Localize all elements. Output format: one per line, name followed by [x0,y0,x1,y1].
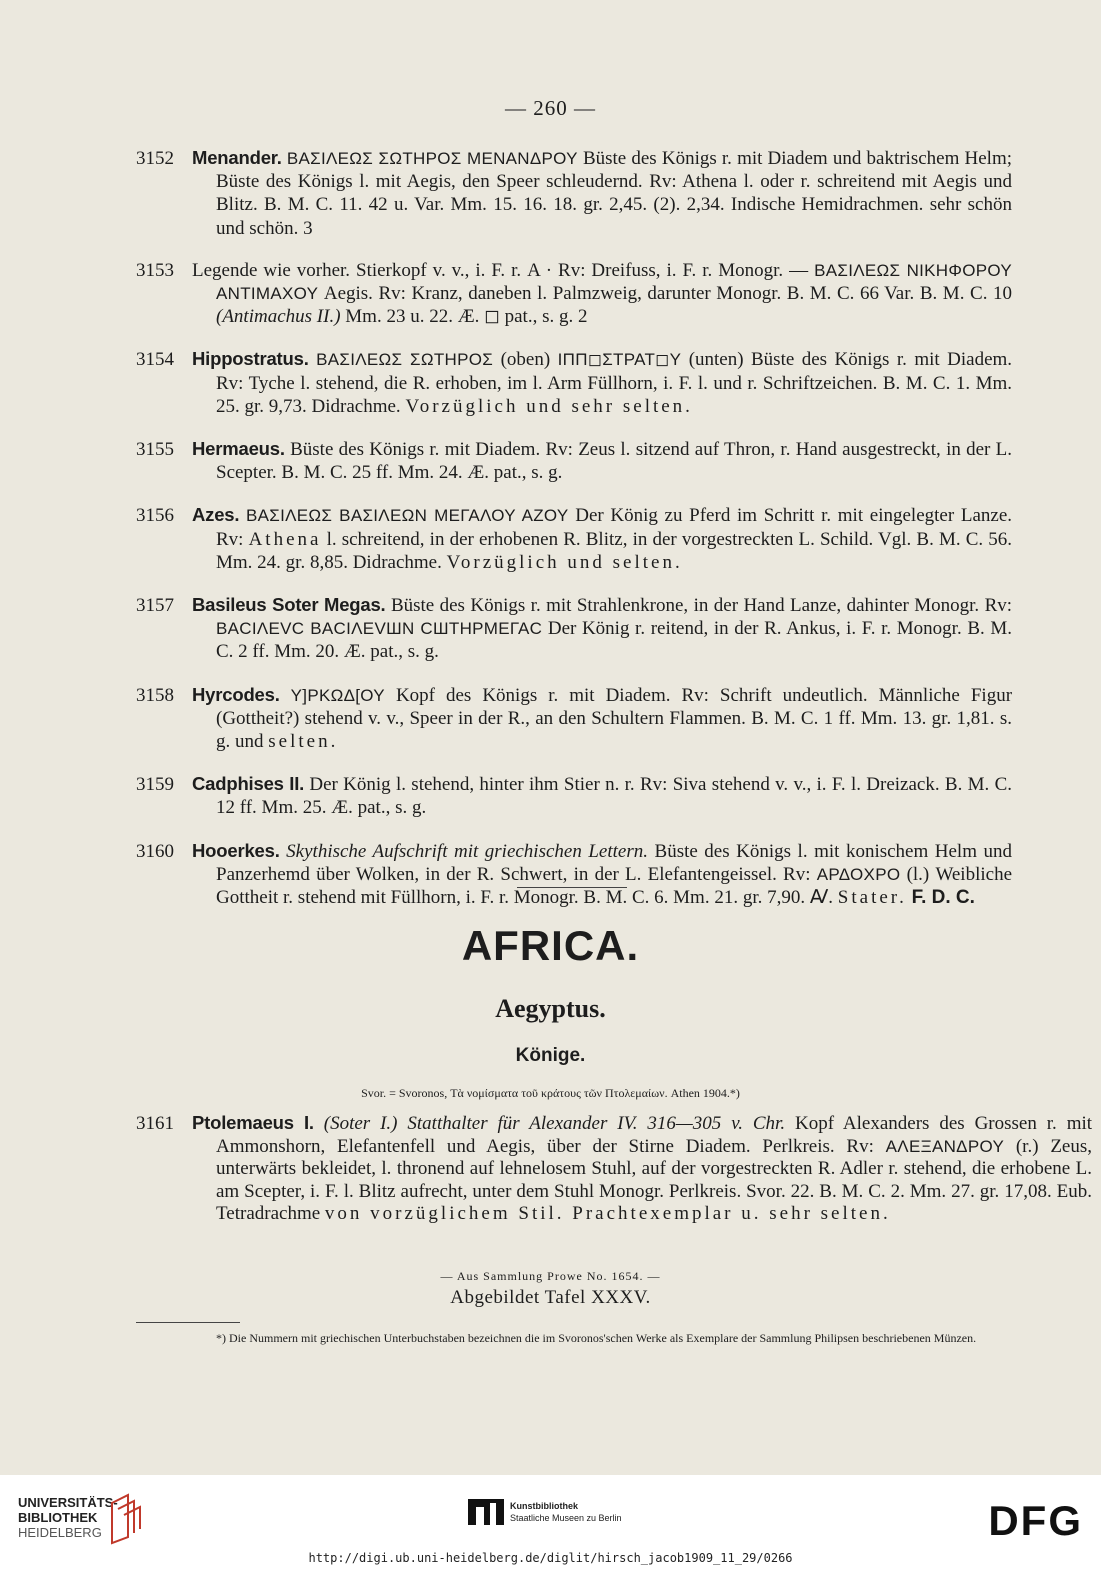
entry-3159 [136,772,1012,819]
viewer-footer [0,1475,1101,1573]
ub-heidelberg-logo-icon[interactable] [104,1493,142,1545]
entry-italic: Skythische Aufschrift mit griechischen Lettern. [286,840,648,862]
entry-description: Büste des Königs r. mit Strahlenkrone, in der Hand Lanze, dahinter Monogr. Rv: [390,595,1013,617]
entry-grade: F. D. C. [911,887,975,909]
entry-spaced: Stater. [837,887,907,909]
greek-legend: ΒΑCΙΛΕVC ΒΑCΙΛΕVШΝ CШΤΗΡΜΕΓΑC [216,619,543,639]
entry-description: (l.) Weibliche Gottheit r. stehend mit Füllhorn, i. F. r. Monogr. B. M. C. 6. Mm. 21. gr. 7,90. Ꜹ. [216,863,1012,909]
entry-number: 3158 [136,684,174,706]
kb-line-2: Staatliche Museen zu Berlin [510,1513,622,1523]
ub-line-1: UNIVERSITÄTS- [18,1495,118,1510]
entry-description: Der König zu Pferd im Schritt r. mit eingelegter Lanze. Rv: [216,505,1013,550]
greek-legend: ΑΡΔΟΧΡΟ [816,864,901,884]
entry-description: Büste des Königs l. mit konischem Helm und Panzerhemd über Wolken, in der R. Schwert, in der L. Elefantengeissel. Rv: [216,840,1012,885]
entry-name: Cadphises II. [192,773,305,795]
entry-3156 [136,503,1012,574]
entry-description: Mm. 23 u. 22. Æ. ◻ pat., s. g. 2 [345,306,588,328]
entry-number: 3154 [136,349,174,371]
entry-number: 3156 [136,505,174,527]
entry-3152 [136,146,1012,240]
section-divider [517,887,627,888]
entry-name: Hooerkes. [192,839,280,861]
entry-3160 [136,839,1012,910]
footnote-rule [136,1322,240,1323]
kunstbibliothek-logo-text[interactable] [510,1500,622,1524]
greek-legend: ΑΛΕΞΑΝΔΡΟΥ [885,1136,1005,1156]
entry-description: (r.) Zeus, unterwärts bekleidet, l. thronend auf lehnelosem Stuhl, auf der vorgestreckten R. Adler r. stehend, die erhobene L. am Scepter, i. F. l. Blitz aufrecht, unter dem Stuhl Monogr. Perlkreis. Svor. 22. B. M. C. 2. Mm. 27. gr. 17,08. Eub. Tetradrachme [216,1135,1092,1224]
entry-spaced: Vorzüglich und sehr selten. [405,395,693,417]
entry-spaced: von vorzüglichem Stil. Prachtexemplar u. sehr selten. [324,1203,891,1224]
greek-legend: ΒΑΣΙΛΕΩΣ ΒΑΣΙΛΕΩΝ ΜΕΓΑΛΟΥ ΑΖΟΥ [246,506,569,526]
entry-description: Kopf Alexanders des Grossen r. mit Ammonshorn, Elefantenfell und Aegis, über der Stirne Diadem. Perlkreis. Rv: [216,1113,1093,1157]
entry-spaced: selten. [268,731,339,753]
greek-legend: Υ]ΡΚΩΔ[ΟΥ [290,685,385,705]
entry-number: 3155 [136,439,174,461]
entry-name: Hippostratus. [192,348,309,370]
kunstbibliothek-logo-icon[interactable] [468,1499,504,1525]
entry-number: 3157 [136,595,174,617]
entry-name: Ptolemaeus I. [192,1112,314,1133]
ub-heidelberg-logo-text[interactable] [18,1495,118,1540]
entry-description: Aegis. Rv: Kranz, daneben l. Palmzweig, darunter Monogr. B. M. C. 66 Var. B. M. C. 10 [323,283,1013,305]
entry-number: 3161 [136,1113,174,1134]
dfg-logo[interactable]: DFG [988,1497,1083,1544]
entry-number: 3153 [136,259,174,281]
entry-spaced: Athena [248,528,322,550]
entry-name: Menander. [192,147,282,168]
greek-legend: ΒΑΣΙΛΕΩΣ ΝΙΚΗΦΟΡΟΥ ΑΝΤΙΜΑΧΟΥ [216,260,1013,304]
entry-3157 [136,593,1012,664]
entry-3161 [136,1112,1092,1226]
entry-3154 [136,347,1012,418]
entry-description: Der König l. stehend, hinter ihm Stier n. r. Rv: Siva stehend v. v., i. F. l. Dreizack. B. M. C. 12 ff. Mm. 25. Æ. pat., s. g. [216,774,1012,819]
greek-legend: ΙΠΠ◻ΣΤΡΑΤ◻Υ [557,350,682,370]
svoronos-reference: Svor. = Svoronos, Τὰ νομίσματα τοῦ κράτους τῶν Πτολεμαίων. Athen 1904.*) [361,1086,740,1100]
entry-description: Legende wie vorher. Stierkopf v. v., i. F. r. Α · Rv: Dreifuss, i. F. r. Monogr. — [192,259,809,281]
entry-name: Hyrcodes. [192,683,280,705]
plate-reference: Abgebildet Tafel XXXV. [450,1287,651,1308]
entry-3155 [136,437,1012,484]
entry-3158 [136,683,1012,754]
entry-3153 [136,259,1012,329]
section-title: AFRICA. [461,922,640,969]
page-number: — 260 — [505,96,596,120]
entry-description: Büste des Königs r. mit Diadem. Rv: Zeus l. sitzend auf Thron, r. Hand ausgestreckt, in der L. Scepter. B. M. C. 25 ff. Mm. 24. Æ. pat., s. g. [216,439,1013,484]
permalink-url[interactable]: http://digi.ub.uni-heidelberg.de/diglit/hirsch_jacob1909_11_29/0266 [308,1551,793,1565]
entry-italic: (Antimachus II.) [216,306,341,328]
entry-description: (unten) Büste des Königs r. mit Diadem. Rv: Tyche l. stehend, die R. erhoben, im l. Arm Füllhorn, i. F. l. und r. Schriftzeichen. B. M. C. 1. Mm. 25. gr. 9,73. Didrachme. [216,349,1013,417]
footnote: *) Die Nummern mit griechischen Unterbuchstaben bezeichnen die im Svoronos'schen Werke als Exemplare der Sammlung Philipsen beschriebenen Münzen. [216,1331,977,1345]
entry-number: 3160 [136,840,174,862]
catalogue-entries [136,146,1012,916]
entry-number: 3159 [136,774,174,796]
entry-description: Der König r. reitend, in der R. Ankus, i. F. r. Monogr. B. M. C. 2 ff. Mm. 20. Æ. pat., s. g. [216,618,1012,663]
entry-number: 3152 [136,148,174,169]
entry-description: Kopf des Königs r. mit Diadem. Rv: Schrift undeutlich. Männliche Figur (Gottheit?) stehend v. v., Speer in der R., an den Schultern Flammen. B. M. C. 1 ff. Mm. 13. gr. 1,81. s. g. und [216,684,1013,753]
ub-line-2: BIBLIOTHEK [18,1510,98,1525]
ub-line-3: HEIDELBERG [18,1525,102,1540]
greek-legend: ΒΑΣΙΛΕΩΣ ΣΩΤΗΡΟΣ ΜΕΝΑΝΔΡΟΥ [286,149,578,168]
entry-description: (oben) [500,349,551,371]
entry-description: l. schreitend, in der erhobenen R. Blitz, in der vorgestreckten L. Schild. Vgl. B. M. C. 56. Mm. 24. gr. 8,85. Didrachme. [216,528,1013,573]
collection-note: — Aus Sammlung Prowe No. 1654. — [440,1269,661,1283]
entry-name: Basileus Soter Megas. [192,594,386,616]
subsection-title: Aegyptus. [495,994,606,1023]
entry-spaced: Vorzüglich und selten. [446,551,683,573]
kb-line-1: Kunstbibliothek [510,1501,578,1511]
entry-name: Azes. [192,504,240,526]
group-title: Könige. [515,1045,586,1066]
entry-italic: (Soter I.) Statthalter für Alexander IV. 316—305 v. Chr. [323,1113,786,1134]
greek-legend: ΒΑΣΙΛΕΩΣ ΣΩΤΗΡΟΣ [316,350,494,370]
entry-description: Büste des Königs r. mit Diadem und baktrischem Helm; Büste des Königs l. mit Aegis, den Speer schleudernd. Rv: Athena l. oder r. schreitend mit Aegis und Blitz. B. M. C. 11. 42 u. Var. Mm. 15. 16. 18. gr. 2,45. (2). 2,34. Indische Hemidrachmen. sehr schön und schön. 3 [216,148,1013,239]
entry-name: Hermaeus. [192,438,285,460]
